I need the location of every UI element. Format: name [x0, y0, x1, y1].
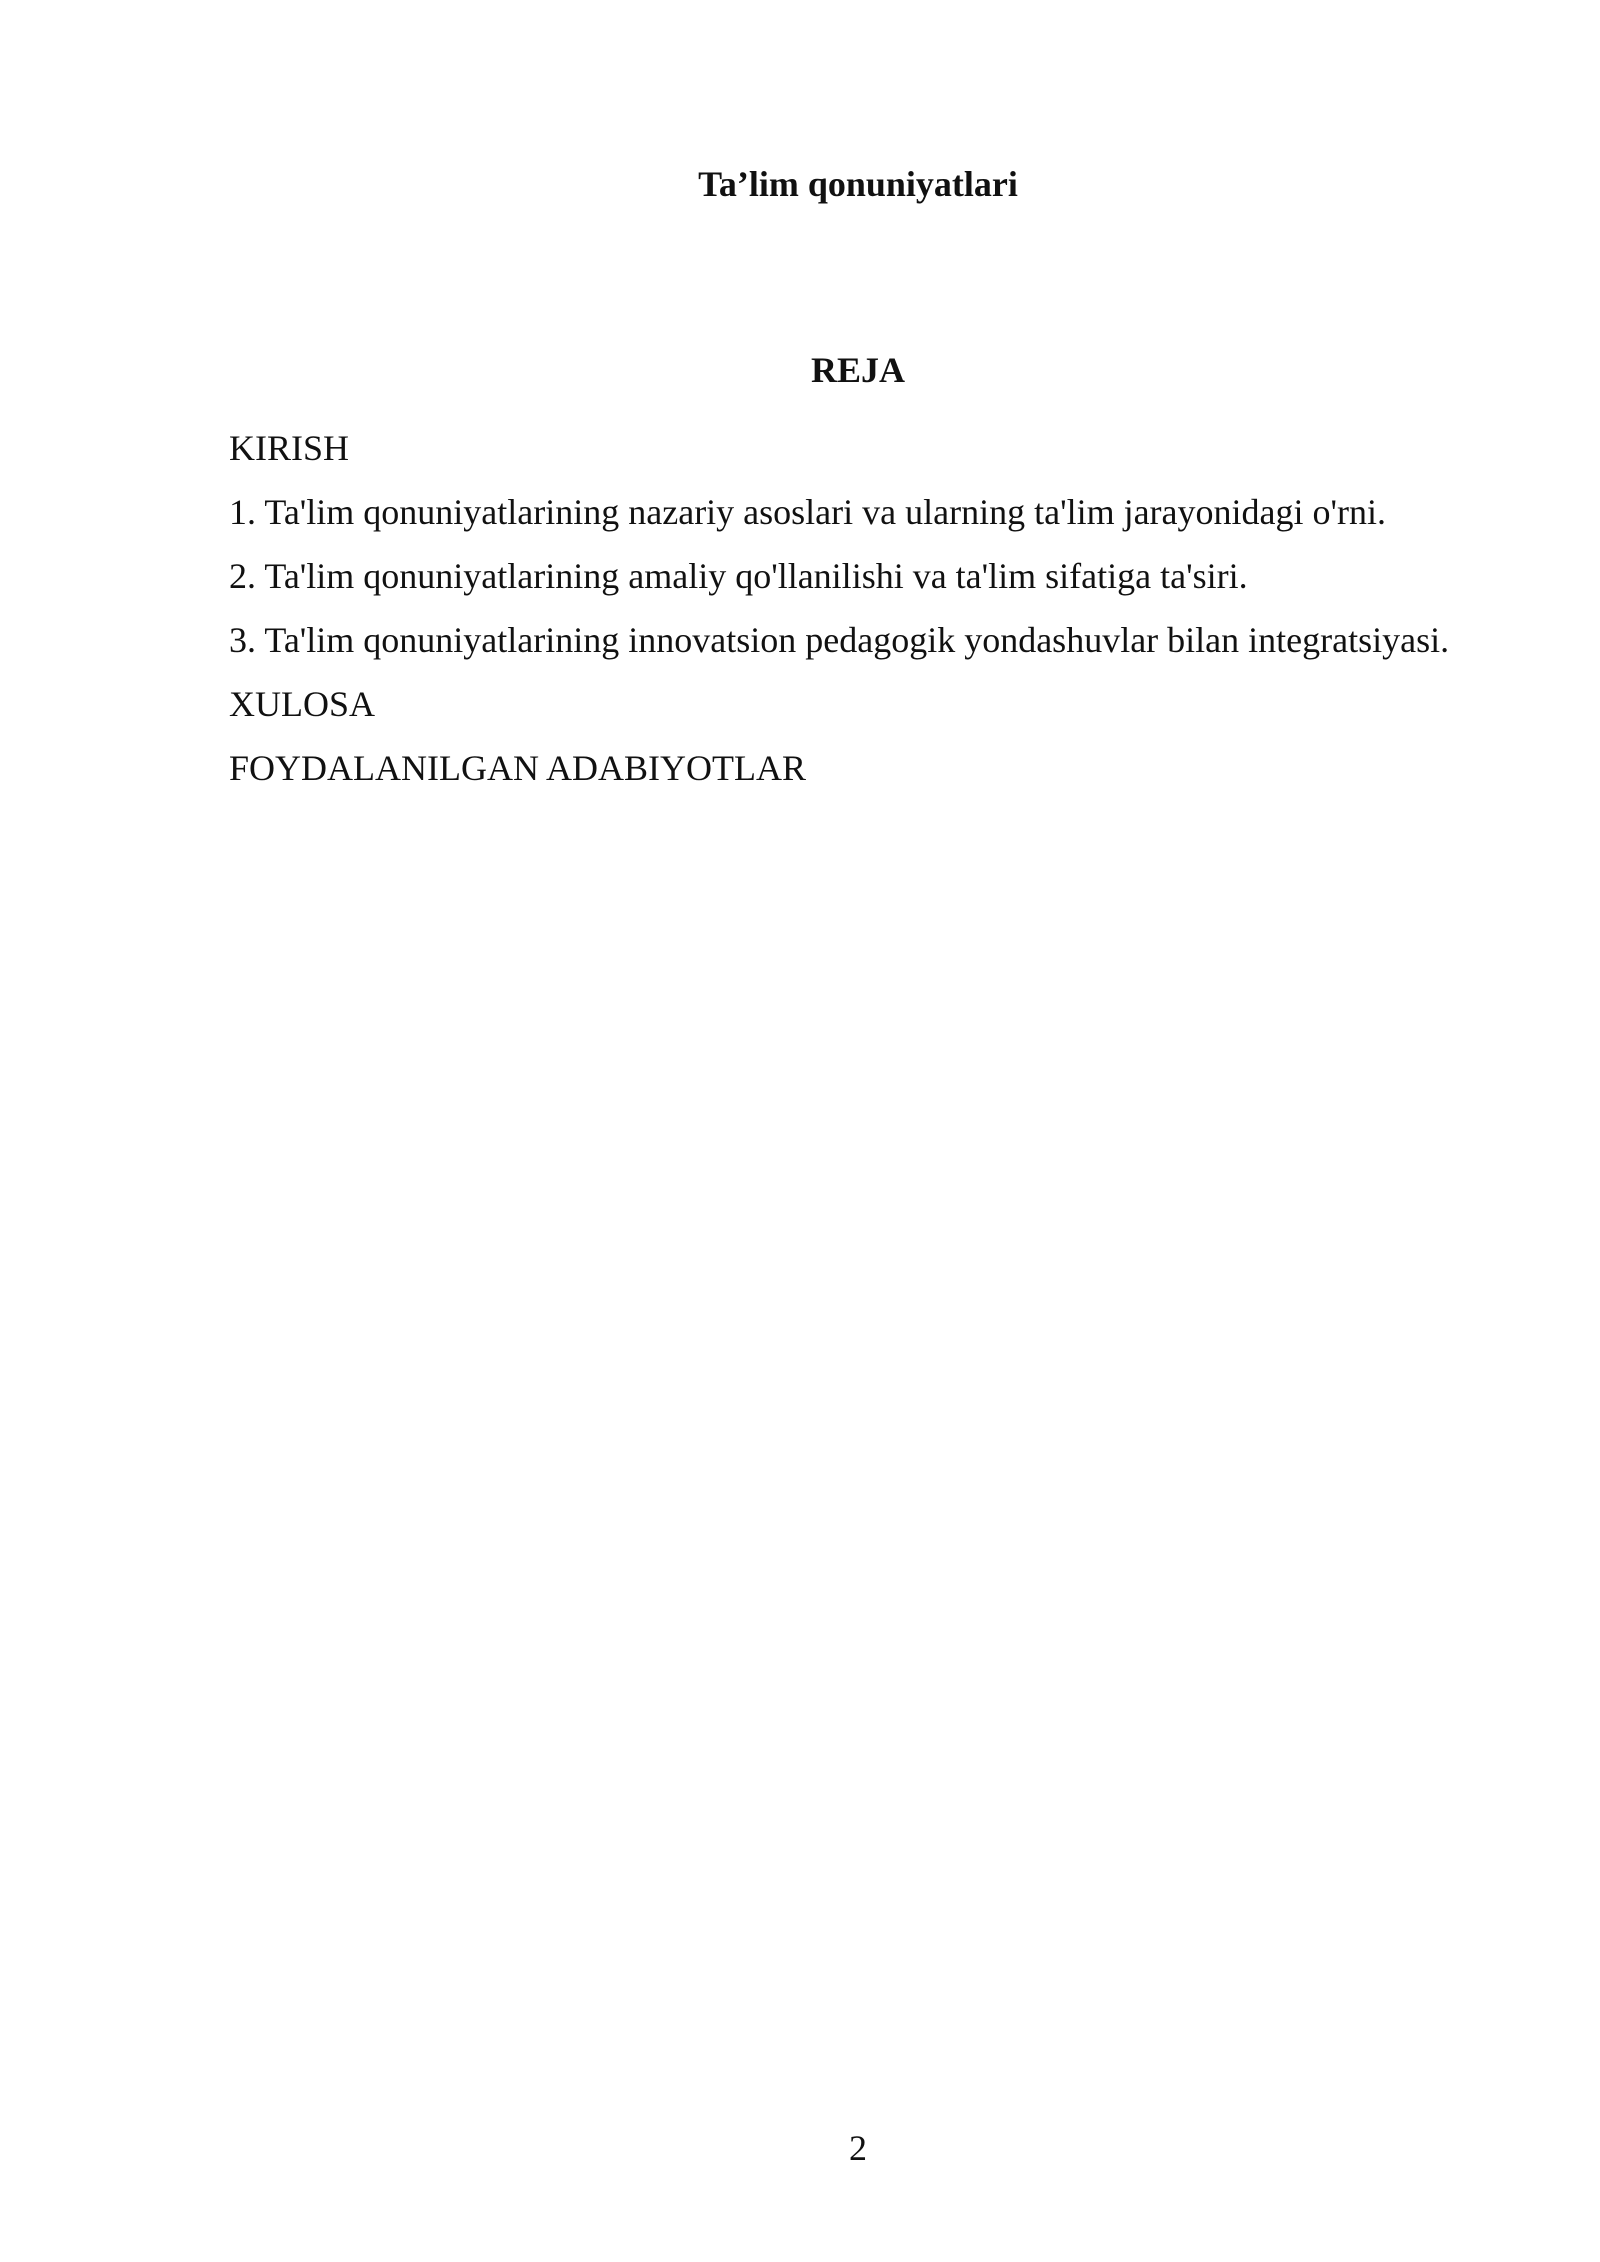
plan-item-2: 2. Ta'lim qonuniyatlarining amaliy qo'llanilishi va ta'lim sifatiga ta'siri. — [229, 556, 1248, 596]
page-number: 2 — [849, 2128, 867, 2168]
plan-item-conclusion: XULOSA — [229, 684, 376, 724]
plan-item-3: 3. Ta'lim qonuniyatlarining innovatsion pedagogik yondashuvlar bilan integratsiyasi. — [229, 620, 1450, 660]
document-title: Ta’lim qonuniyatlari — [698, 164, 1018, 204]
plan-item-references: FOYDALANILGAN ADABIYOTLAR — [229, 748, 806, 788]
plan-heading: REJA — [810, 350, 905, 390]
plan-list — [229, 420, 1469, 804]
plan-item-1: 1. Ta'lim qonuniyatlarining nazariy asoslari va ularning ta'lim jarayonidagi o'rni. — [229, 492, 1386, 532]
plan-item-introduction: KIRISH — [229, 428, 350, 468]
